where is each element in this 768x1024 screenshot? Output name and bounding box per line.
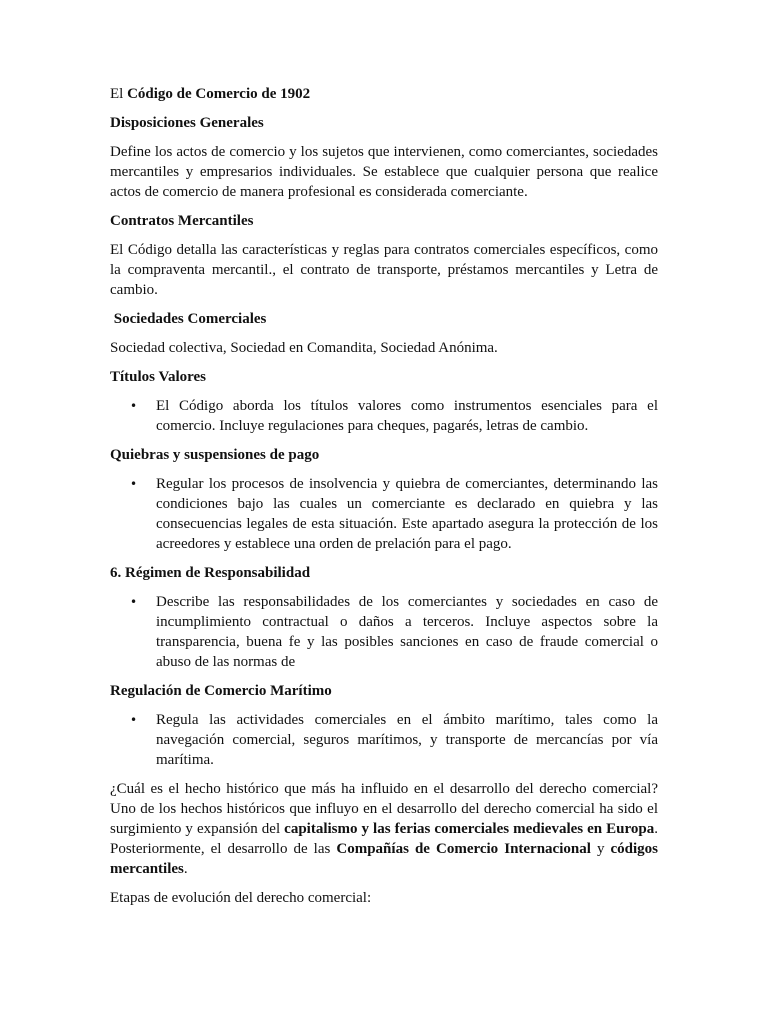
historia-text-4: . (183, 861, 188, 877)
list-item-text: Describe las responsabilidades de los comerciantes y sociedades en caso de incumplimiento contractual o daños a terceros. Incluye aspectos sobre la transparencia, buena fe y las posibles sanciones en caso de fraude comercial o abuso de las normas de (156, 594, 658, 670)
historia-bold-3: códigos mercantiles (110, 841, 659, 877)
list-item (110, 396, 658, 436)
historia-text-2: . Posteriormente, el desarrollo de las (110, 821, 658, 857)
bullet-icon: • (130, 595, 138, 609)
historia-bold-2: Compañías de Comercio Internacional (336, 841, 591, 857)
list-item (110, 474, 658, 554)
heading-titulos: Títulos Valores (110, 369, 206, 385)
heading-contratos: Contratos Mercantiles (110, 213, 254, 229)
bullet-icon: • (130, 399, 138, 413)
list-maritimo (110, 710, 658, 770)
heading-regimen: 6. Régimen de Responsabilidad (110, 565, 311, 581)
list-item-text: El Código aborda los títulos valores como instrumentos esenciales para el comercio. Incluye regulaciones para cheques, pagarés, letras de cambio. (156, 398, 658, 434)
heading-disposiciones: Disposiciones Generales (110, 115, 264, 131)
list-item-text: Regular los procesos de insolvencia y quiebra de comerciantes, determinando las condiciones bajo las cuales un comerciante es declarado en quiebra y las consecuencias legales de esta situación. Este apartado asegura la protección de los acreedores y establece una orden de prelación para el pago. (156, 476, 658, 552)
list-regimen (110, 592, 658, 672)
bullet-icon: • (130, 713, 138, 727)
paragraph-etapas: Etapas de evolución del derecho comercial: (110, 890, 372, 906)
list-quiebras (110, 474, 658, 554)
paragraph-contratos: El Código detalla las características y reglas para contratos comerciales específicos, como la compraventa mercantil., el contrato de transporte, préstamos mercantiles y Letra de cambio. (110, 242, 658, 298)
title-bold: Código de Comercio de 1902 (127, 86, 311, 102)
list-item (110, 592, 658, 672)
title-prefix: El (110, 86, 128, 102)
document-title (110, 84, 658, 104)
heading-quiebras: Quiebras y suspensiones de pago (110, 447, 320, 463)
historia-text-3: y (590, 841, 611, 857)
historia-text-1: ¿Cuál es el hecho histórico que más ha influido en el desarrollo del derecho comercial? Uno de los hechos históricos que influyo en el desarrollo del derecho comercial ha sido el surgimiento y expansión del (110, 781, 658, 837)
paragraph-historia (110, 779, 658, 879)
paragraph-disposiciones: Define los actos de comercio y los sujetos que intervienen, como comerciantes, sociedades mercantiles y empresarios individuales. Se establece que cualquier persona que realice actos de comercio de manera profesional es considerada comerciante. (110, 144, 658, 200)
bullet-icon: • (130, 477, 138, 491)
historia-bold-1: capitalismo y las ferias comerciales medievales en Europa (284, 821, 655, 837)
heading-maritimo: Regulación de Comercio Marítimo (110, 683, 332, 699)
heading-sociedades: Sociedades Comerciales (110, 311, 267, 327)
list-item (110, 710, 658, 770)
list-titulos (110, 396, 658, 436)
list-item-text: Regula las actividades comerciales en el ámbito marítimo, tales como la navegación comercial, seguros marítimos, y transporte de mercancías por vía marítima. (156, 712, 658, 768)
paragraph-sociedades: Sociedad colectiva, Sociedad en Comandita, Sociedad Anónima. (110, 340, 498, 356)
